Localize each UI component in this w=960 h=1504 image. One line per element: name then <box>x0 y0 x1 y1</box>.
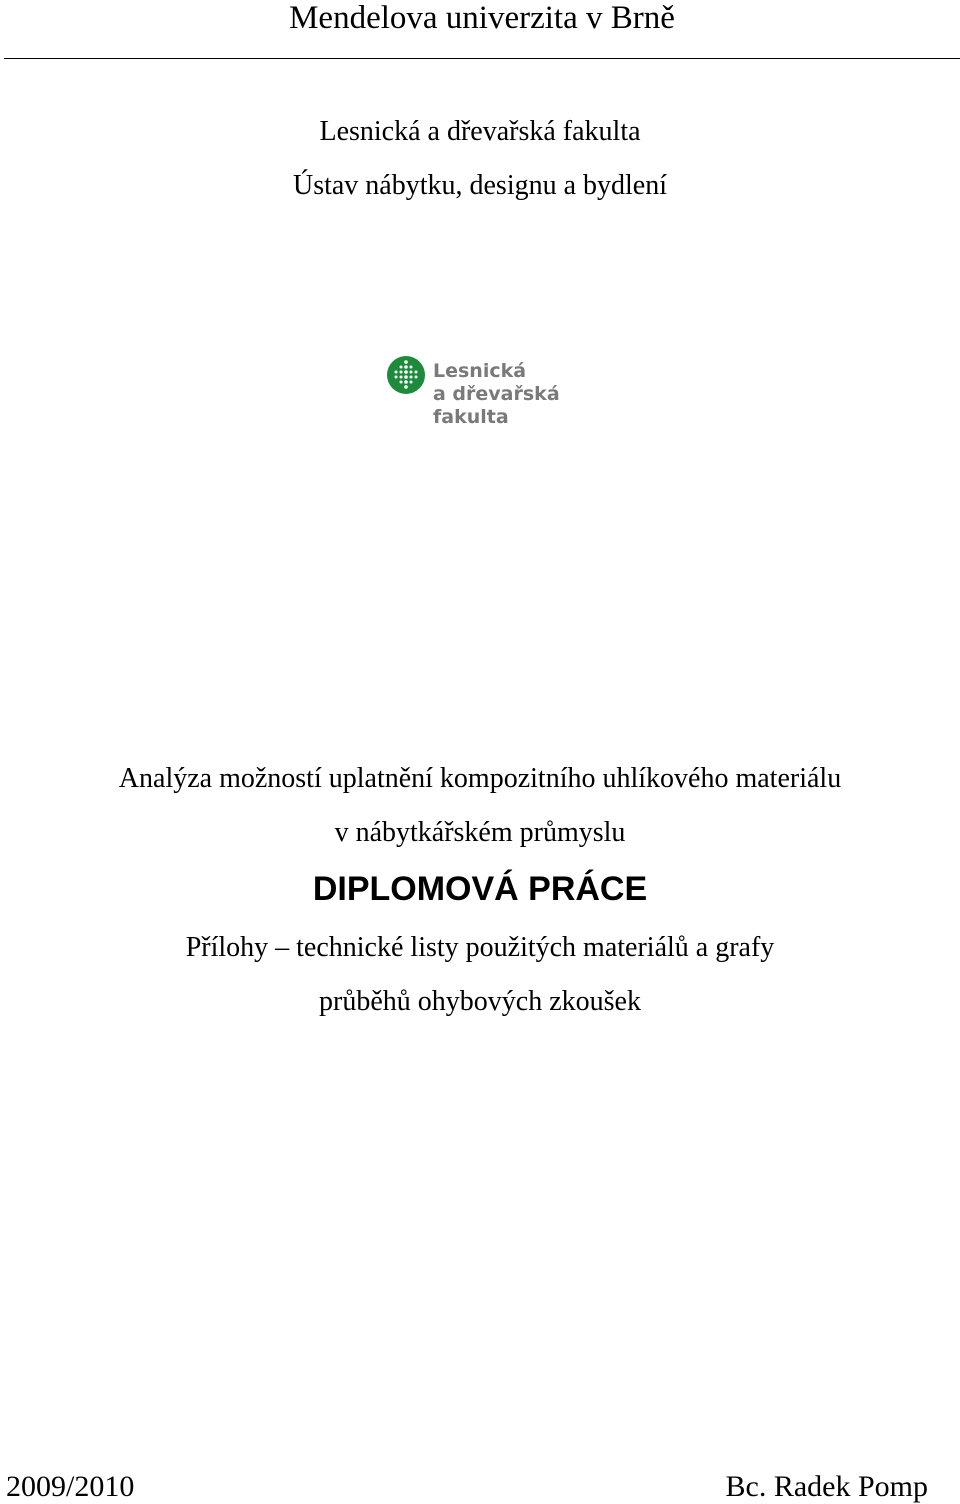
logo-line: a dřevařská <box>433 383 560 405</box>
institute-name: Ústav nábytku, designu a bydlení <box>292 170 668 201</box>
attachments-line-1: Přílohy – technické listy použitých materiálů a grafy <box>185 932 775 963</box>
faculty-emblem-icon <box>386 354 426 396</box>
logo-line: fakulta <box>433 406 509 428</box>
logo-wordmark <box>433 360 560 429</box>
academic-year: 2009/2010 <box>6 1470 135 1503</box>
faculty-name: Lesnická a dřevařská fakulta <box>319 116 641 147</box>
header-divider <box>4 58 960 59</box>
thesis-title-line-1: Analýza možností uplatnění kompozitního uhlíkového materiálu <box>118 763 842 794</box>
logo-line: Lesnická <box>433 360 527 382</box>
faculty-logo <box>386 354 560 434</box>
attachments-line-2: průběhů ohybových zkoušek <box>319 986 641 1017</box>
author-name: Bc. Radek Pomp <box>725 1470 928 1503</box>
thesis-type: DIPLOMOVÁ PRÁCE <box>312 870 648 908</box>
thesis-title-line-2: v nábytkářském průmyslu <box>334 817 626 848</box>
university-name: Mendelova univerzita v Brně <box>289 0 675 36</box>
